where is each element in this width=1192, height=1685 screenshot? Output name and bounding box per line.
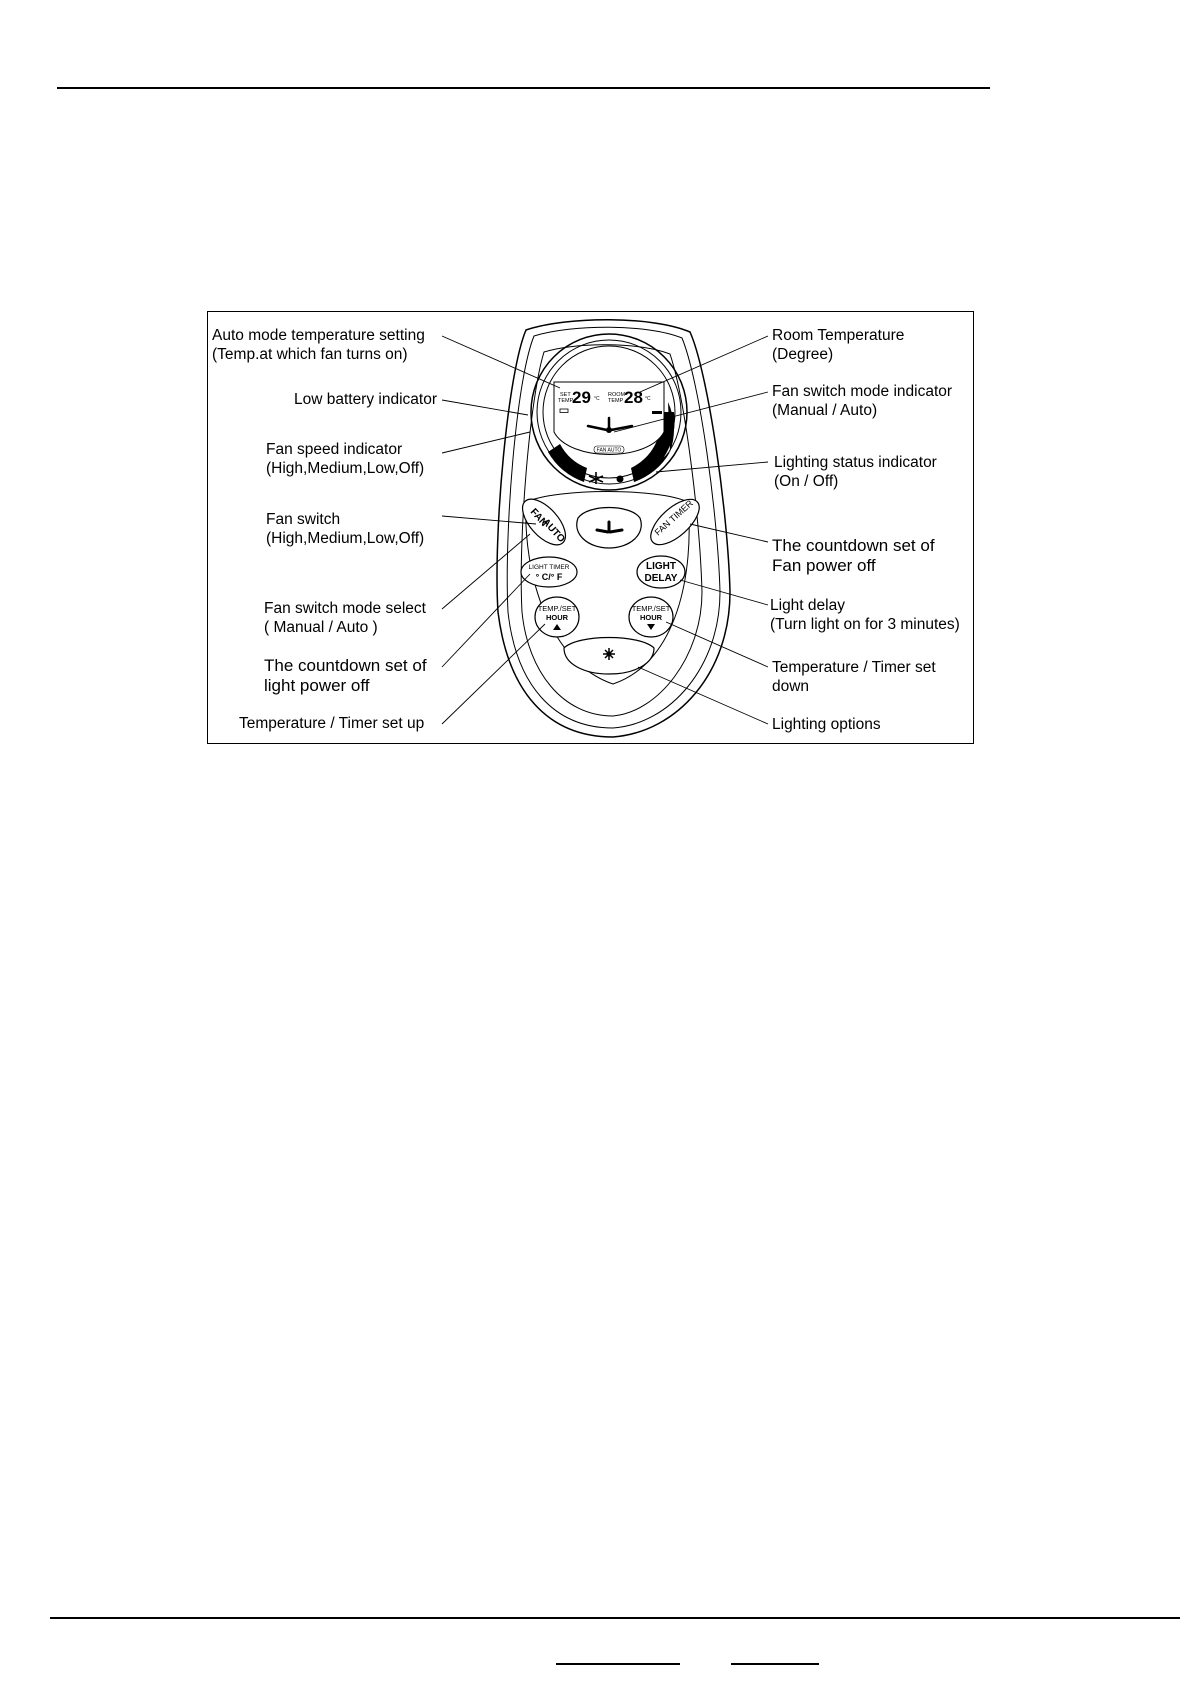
lcd-fan-hub: [606, 427, 612, 433]
temp-set-up-label-1: TEMP./SET: [537, 604, 577, 613]
label-auto-mode-temp: Auto mode temperature setting (Temp.at which fan turns on): [212, 327, 425, 363]
remote-diagram: [207, 311, 974, 744]
label-low-battery: Low battery indicator: [293, 391, 437, 408]
label-light-delay: Light delay (Turn light on for 3 minutes): [770, 597, 960, 633]
label-fan-countdown: The countdown set of Fan power off: [772, 536, 935, 575]
label-temp-timer-up: Temperature / Timer set up: [239, 715, 425, 732]
light-status-icon: [652, 411, 662, 414]
set-temp-value: 29: [572, 388, 591, 407]
label-fan-speed-indicator: Fan speed indicator (High,Medium,Low,Off): [266, 441, 425, 477]
footer-line-2: [731, 1663, 819, 1665]
lcd-fan-auto-text: FAN AUTO: [596, 447, 622, 454]
top-rule: [57, 87, 990, 89]
label-lighting-options: Lighting options: [772, 716, 881, 733]
light-timer-button-label-1: LIGHT TIMER: [528, 564, 570, 571]
label-fan-mode-indicator: Fan switch mode indicator (Manual / Auto): [772, 383, 953, 419]
label-room-temp: Room Temperature (Degree): [772, 327, 905, 363]
room-label: ROOM: [608, 392, 626, 398]
temp-set-up-label-2: HOUR: [545, 613, 569, 622]
light-delay-button-label-1: LIGHT: [646, 561, 676, 572]
fan-auto-button-label-2: AUTO: [539, 516, 567, 545]
bottom-rule: [50, 1617, 1180, 1619]
temp-set-down-label-2: HOUR: [639, 613, 663, 622]
fan-auto-button-label-1: FAN: [527, 506, 550, 529]
label-light-countdown: The countdown set of light power off: [264, 656, 427, 695]
set-label: SET: [560, 392, 571, 398]
label-temp-timer-down: Temperature / Timer set down: [772, 659, 936, 695]
set-temp-unit: °C: [594, 396, 600, 402]
label-fan-switch: Fan switch (High,Medium,Low,Off): [266, 511, 425, 547]
temp-set-down-label-1: TEMP./SET: [631, 604, 671, 613]
room-temp-label: TEMP: [608, 398, 624, 404]
label-lighting-status: Lighting status indicator (On / Off): [774, 454, 937, 490]
room-temp-value: 28: [624, 388, 643, 407]
light-delay-button-label-2: DELAY: [644, 573, 678, 584]
sun-icon-core: [607, 652, 612, 657]
room-temp-unit: °C: [645, 396, 651, 402]
footer-line-1: [556, 1663, 680, 1665]
light-timer-button-label-2: ° C/° F: [535, 572, 563, 582]
fan-timer-button-label: FAN TIMER: [652, 498, 695, 538]
label-fan-mode-select: Fan switch mode select ( Manual / Auto ): [264, 600, 426, 636]
bulb-icon-bottom: [617, 476, 624, 483]
set-temp-label: TEMP: [558, 398, 574, 404]
